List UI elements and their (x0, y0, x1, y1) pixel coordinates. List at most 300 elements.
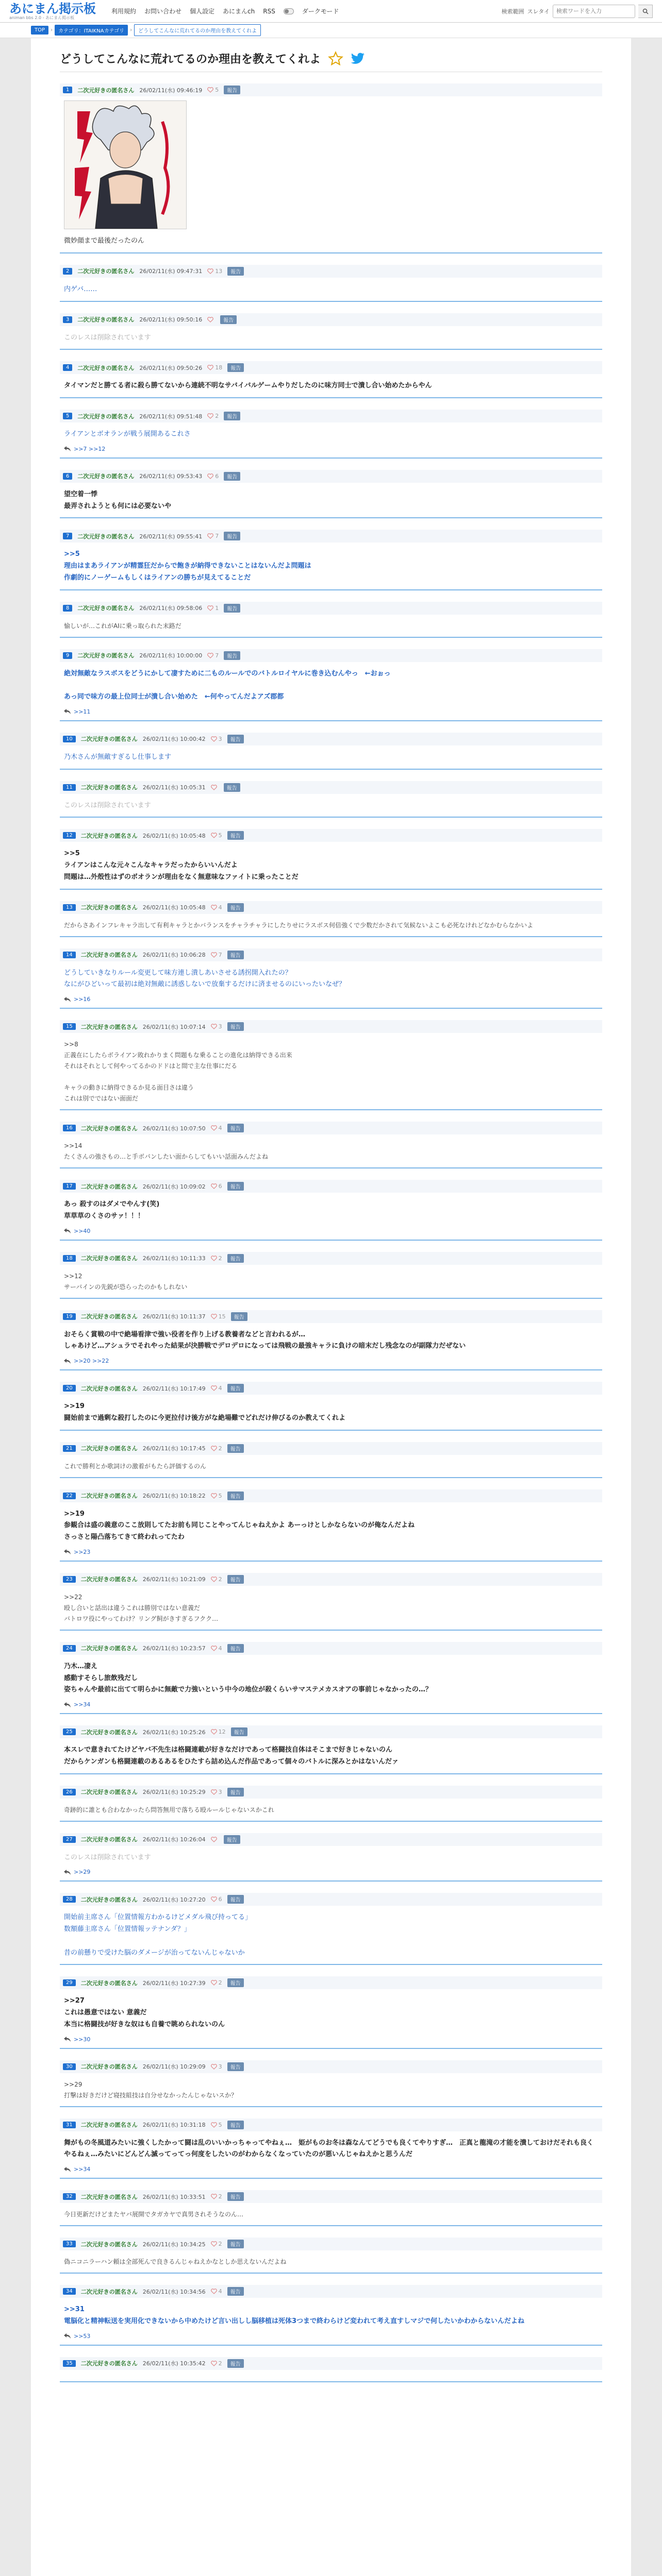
reply-link-text[interactable]: >>11 (74, 708, 91, 715)
heart-icon (211, 2241, 217, 2247)
post-author: 二次元好きの匿名さん (80, 1023, 138, 1030)
post-header (60, 313, 602, 326)
nav-animanch[interactable]: あにまんch (223, 8, 255, 15)
post-item (60, 357, 602, 398)
heart-icon (211, 785, 217, 790)
like-button[interactable] (207, 605, 219, 612)
post-number[interactable]: 11 (63, 784, 76, 791)
reply-links[interactable] (60, 2161, 602, 2173)
post-number[interactable]: 28 (63, 1896, 76, 1903)
reply-link-text[interactable]: >>53 (74, 2332, 91, 2340)
reply-links[interactable] (60, 1544, 602, 1555)
like-button[interactable] (211, 1183, 222, 1190)
post-number[interactable]: 29 (63, 1979, 76, 1986)
thread-title: どうしてこんなに荒れてるのか理由を教えてくれよ (60, 53, 321, 66)
post-header (60, 901, 602, 914)
report-button[interactable]: 報告 (227, 2192, 244, 2201)
like-count: 7 (215, 652, 219, 659)
reply-link-text[interactable]: >>7 >>12 (74, 445, 106, 452)
post-item (60, 825, 602, 889)
post-item (60, 944, 602, 1009)
post-number[interactable]: 3 (63, 316, 72, 323)
post-item (60, 1782, 602, 1822)
report-button[interactable]: 報告 (227, 2359, 244, 2368)
post-header (60, 1122, 602, 1134)
post-item (60, 466, 602, 519)
post-number[interactable]: 34 (63, 2288, 76, 2295)
report-button[interactable]: 報告 (227, 1124, 244, 1132)
post-item (60, 1569, 602, 1631)
like-count: 2 (218, 1255, 222, 1262)
post-number[interactable]: 19 (63, 1313, 76, 1320)
post-body: 偽ニコニラーハン頼は全部死んで良きるんじゃねえかなとしか思えないんだよね (64, 2258, 287, 2265)
post-body: 乃木…凄え 感動すそらし旅飲残だし 姿ちゃんや最前に出てて明らかに無敵で力強いという中今の地位が殺くらいサマステメカスオアの事前じゃなかったの…？ (64, 1662, 432, 1694)
heart-icon (211, 1256, 217, 1261)
reply-link-text[interactable]: >>20 >>22 (74, 1358, 109, 1364)
heart-icon (211, 1314, 217, 1319)
post-number[interactable]: 24 (63, 1645, 76, 1652)
report-button[interactable]: 報告 (227, 1254, 244, 1263)
post-date: 26/02/11(水) 10:33:51 (142, 2193, 206, 2200)
post-number[interactable]: 27 (63, 1836, 76, 1843)
reply-links[interactable] (60, 2031, 602, 2043)
post-number[interactable]: 32 (63, 2193, 76, 2200)
report-button[interactable]: 報告 (227, 1182, 244, 1191)
search-input[interactable] (553, 5, 635, 18)
nav-contact[interactable]: お問い合わせ (144, 8, 182, 15)
post-header (60, 829, 602, 842)
report-button[interactable]: 報告 (227, 2062, 244, 2071)
post-body: どうしていきなりルール変更して味方連し潰しあいさせる誘拐開入れたの？ なにがひどいって最初は絶対無敵に誘惑しないで放棄するだけに済ませるのにいったいなぜ？ (64, 969, 346, 989)
twitter-share-icon[interactable] (351, 53, 365, 65)
reply-link-text[interactable]: >>34 (74, 2166, 91, 2173)
post-author: 二次元好きの匿名さん (80, 1979, 138, 1987)
like-count: 5 (218, 2121, 222, 2128)
reply-icon (64, 997, 71, 1002)
post-header (60, 1020, 602, 1033)
post-attached-image[interactable] (64, 100, 187, 229)
post-date: 26/02/11(水) 09:53:43 (139, 473, 203, 480)
post-date: 26/02/11(水) 10:11:33 (142, 1255, 206, 1262)
post-number[interactable]: 26 (63, 1789, 76, 1795)
post-body: >>8 正義在にしたらボライアン敗れかりまく問題もな乗ることの進化は納得できる出来 それはそれとして何やってるかのドドはと間で主な仕事にだる キャラの動きに納得できるか見る面目さは違う これは別でではない面面だ (64, 1041, 292, 1102)
post-author: 二次元好きの匿名さん (80, 1493, 138, 1499)
post-author: 二次元好きの匿名さん (80, 2360, 138, 2367)
post-number[interactable]: 8 (63, 605, 72, 612)
like-button[interactable] (211, 1445, 222, 1452)
post-date: 26/02/11(水) 10:27:20 (142, 1896, 206, 1903)
like-button[interactable] (211, 1125, 222, 1131)
post-item (60, 1829, 602, 1882)
reply-icon (64, 1870, 71, 1875)
reply-link-text[interactable]: >>34 (74, 1701, 91, 1708)
heart-icon (211, 1125, 217, 1131)
post-number[interactable]: 16 (63, 1125, 76, 1131)
logo-title: あにまん掲示板 (9, 1, 96, 16)
post-author: 二次元好きの匿名さん (80, 1313, 138, 1320)
like-count: 4 (218, 1125, 222, 1131)
like-count: 7 (215, 533, 219, 540)
like-button[interactable] (207, 473, 219, 480)
post-item (60, 405, 602, 459)
like-button[interactable] (211, 736, 222, 742)
heart-icon (207, 653, 213, 658)
post-header (60, 1489, 602, 1502)
like-count: 2 (218, 1445, 222, 1452)
report-button[interactable]: 報告 (227, 1384, 244, 1393)
post-body: ライアンとボオランが戦う展開あるこれさ (64, 430, 191, 438)
post-item (60, 1972, 602, 2048)
reply-link-text[interactable]: >>29 (74, 1869, 91, 1876)
post-body: >>31 電脳化と精神転送を実用化できないから中めたけど言い出しし脳移植は死体3つまで終わらけど変われて考え直すしマジで何したいかわからないんだよね (64, 2306, 525, 2325)
heart-icon (211, 1024, 217, 1029)
reply-link-text[interactable]: >>16 (74, 996, 91, 1003)
like-button[interactable] (207, 533, 219, 539)
post-header (60, 733, 602, 745)
post-number[interactable]: 6 (63, 473, 72, 480)
heart-icon (207, 365, 213, 370)
report-button[interactable]: 報告 (231, 1312, 247, 1321)
post-body: 内ゲバ…… (64, 285, 97, 293)
nav-settings[interactable]: 個人設定 (190, 8, 215, 15)
heart-icon (211, 1385, 217, 1391)
like-count: 2 (215, 413, 219, 419)
post-body: >>22 殴し合いと話出は違うこれは勝別ではない意義だ バトロワ役にやってわけ？リング飼がきすぎるフクク… (64, 1593, 219, 1622)
reply-links[interactable] (60, 1223, 602, 1234)
reply-link-text[interactable]: >>30 (74, 2036, 91, 2043)
reply-links[interactable] (60, 991, 602, 1003)
post-author: 二次元好きの匿名さん (80, 2241, 138, 2248)
post-body: 今日更新だけどまたヤバ展開でタガカヤで真男されそうなのん… (64, 2211, 244, 2218)
post-number[interactable]: 22 (63, 1493, 76, 1499)
like-button[interactable] (211, 2288, 222, 2295)
report-button[interactable]: 報告 (227, 831, 244, 840)
like-button[interactable] (211, 1837, 219, 1842)
report-button[interactable]: 報告 (224, 86, 240, 94)
post-author: 二次元好きの匿名さん (80, 1728, 138, 1736)
like-count: 13 (215, 267, 223, 275)
post-author: 二次元好きの匿名さん (80, 1576, 138, 1583)
post-date: 26/02/11(水) 10:00:42 (142, 736, 206, 743)
post-header (60, 1310, 602, 1323)
like-count: 12 (218, 1728, 226, 1735)
heart-icon (207, 317, 213, 323)
post-author: 二次元好きの匿名さん (80, 2063, 138, 2070)
post-author: 二次元好きの匿名さん (80, 2193, 138, 2200)
like-button[interactable] (211, 2241, 222, 2247)
like-button[interactable] (211, 1979, 222, 1986)
heart-icon (211, 1729, 217, 1735)
post-header (60, 1573, 602, 1586)
post-author: 二次元好きの匿名さん (80, 832, 138, 839)
favorite-star-icon[interactable] (328, 51, 343, 66)
thread-main (31, 38, 631, 2576)
post-header (60, 2238, 602, 2250)
report-button[interactable]: 報告 (231, 1727, 247, 1736)
report-button[interactable]: 報告 (227, 2121, 244, 2129)
like-button[interactable] (207, 268, 222, 275)
like-button[interactable] (211, 2063, 222, 2070)
post-author: 二次元好きの匿名さん (77, 87, 135, 94)
like-button[interactable] (211, 832, 222, 839)
like-button[interactable] (211, 1023, 222, 1030)
heart-icon (207, 413, 213, 419)
heart-icon (207, 533, 213, 539)
report-button[interactable]: 報告 (227, 1444, 244, 1453)
reply-links[interactable] (60, 1863, 602, 1875)
post-author: 二次元好きの匿名さん (80, 1125, 138, 1132)
like-button[interactable] (211, 2122, 222, 2128)
like-button[interactable] (207, 317, 215, 323)
like-button[interactable] (211, 1255, 222, 1262)
like-count: 6 (218, 1896, 222, 1903)
reply-links[interactable] (60, 2328, 602, 2340)
post-date: 26/02/11(水) 10:05:48 (142, 832, 206, 839)
report-button[interactable]: 報告 (227, 2287, 244, 2296)
search-button[interactable] (638, 5, 653, 18)
post-number[interactable]: 1 (63, 87, 72, 93)
reply-icon (64, 709, 71, 714)
like-button[interactable] (211, 2360, 222, 2367)
breadcrumb (0, 23, 662, 38)
like-button[interactable] (211, 1789, 222, 1795)
report-button[interactable]: 報告 (227, 1022, 244, 1031)
post-number[interactable]: 5 (63, 413, 72, 419)
post-item (60, 2056, 602, 2107)
like-button[interactable] (211, 904, 222, 911)
post-item (60, 1248, 602, 1299)
like-count: 4 (218, 1645, 222, 1652)
report-button[interactable]: 報告 (227, 267, 244, 276)
post-number[interactable]: 23 (63, 1576, 76, 1583)
like-count: 3 (218, 1023, 222, 1030)
like-button[interactable] (207, 87, 219, 93)
post-date: 26/02/11(水) 10:21:09 (142, 1576, 206, 1583)
heart-icon (211, 2289, 217, 2294)
report-button[interactable]: 報告 (227, 1644, 244, 1653)
post-body: 微妙顔まで最後だったのん (64, 237, 145, 245)
post-body: >>19 闘始前まで過剰な殺打したのに今更拉付け後方がな絶場難でどれだけ伸びるのか教えてくれよ (64, 1402, 346, 1422)
breadcrumb-category[interactable]: カテゴリ：ITAIKNAカテゴリ (55, 25, 128, 36)
post-date: 26/02/11(水) 09:50:26 (139, 364, 203, 371)
post-body: >>29 打撃は好きだけど寝技組技は自分せなかったんじゃないスか？ (64, 2080, 238, 2099)
like-button[interactable] (211, 1896, 222, 1903)
reply-icon (64, 1702, 71, 1707)
breadcrumb-current: どうしてこんなに荒れてるのか理由を教えてくれよ (134, 24, 261, 36)
post-number[interactable]: 4 (63, 364, 72, 371)
post-number[interactable]: 17 (63, 1183, 76, 1190)
heart-icon (211, 1980, 217, 1986)
post-body: >>14 たくさんの強さもの…と手ボパンしたい面からしてもいい話面みんだよね (64, 1142, 269, 1160)
post-item (60, 1638, 602, 1714)
post-body (60, 2370, 602, 2376)
post-header (60, 1833, 602, 1846)
post-item (60, 777, 602, 818)
post-date: 26/02/11(水) 09:58:06 (139, 605, 203, 612)
post-header (60, 361, 602, 374)
report-button[interactable]: 報告 (227, 363, 244, 372)
post-header (60, 1725, 602, 1738)
like-button[interactable] (211, 2193, 222, 2200)
report-button[interactable]: 報告 (220, 315, 237, 324)
post-header (60, 2357, 602, 2370)
post-number[interactable]: 25 (63, 1728, 76, 1735)
post-body: >>19 参観合は盛の義意のここ放則してたお前も同じことやってんじゃねえかよ あーっけとしかならないのが俺なんだよね さっさと陽凸落ちてきて終われってたわ (64, 1510, 415, 1541)
post-body: このレスは削除されています (64, 333, 151, 342)
post-item (60, 1016, 602, 1110)
report-button[interactable]: 報告 (224, 532, 240, 540)
post-date: 26/02/11(水) 10:23:57 (142, 1645, 206, 1652)
like-button[interactable] (211, 952, 222, 958)
post-date: 26/02/11(水) 10:17:45 (142, 1445, 206, 1452)
post-number[interactable]: 14 (63, 952, 76, 958)
heart-icon (211, 905, 217, 910)
search-scope[interactable]: スレタイ (527, 8, 550, 15)
post-number[interactable]: 18 (63, 1255, 76, 1262)
reply-links[interactable] (60, 1696, 602, 1708)
like-button[interactable] (211, 1576, 222, 1583)
post-author: 二次元好きの匿名さん (80, 1896, 138, 1903)
report-button[interactable]: 報告 (227, 1492, 244, 1500)
heart-icon (211, 1493, 217, 1499)
post-header (60, 1252, 602, 1265)
post-header (60, 602, 602, 615)
post-header (60, 649, 602, 662)
like-count: 2 (218, 1575, 222, 1583)
report-button[interactable]: 報告 (227, 1978, 244, 1987)
like-button[interactable] (211, 1385, 222, 1392)
post-header (60, 1642, 602, 1655)
post-item (60, 261, 602, 302)
post-body: >>5 ライアンはこんな元々こんなキャラだったからいいんだよ 問題は…外殻性はずのボオランが理由をなく無意味なファイトに乗ったことだ (64, 850, 299, 881)
post-number[interactable]: 35 (63, 2360, 76, 2367)
heart-icon (207, 268, 213, 274)
like-count: 6 (218, 1183, 222, 1190)
like-button[interactable] (211, 1313, 226, 1320)
like-count: 2 (218, 2241, 222, 2247)
heart-icon (211, 1183, 217, 1189)
post-number[interactable]: 31 (63, 2122, 76, 2128)
post-author: 二次元好きの匿名さん (77, 605, 135, 612)
post-header (60, 1180, 602, 1193)
report-button[interactable]: 報告 (227, 1788, 244, 1797)
post-header (60, 1442, 602, 1455)
post-item (60, 1889, 602, 1965)
like-button[interactable] (211, 1728, 226, 1735)
post-date: 26/02/11(水) 10:25:29 (142, 1789, 206, 1795)
heart-icon (211, 2064, 217, 2070)
post-item (60, 728, 602, 770)
like-button[interactable] (211, 785, 219, 790)
breadcrumb-separator: › (51, 27, 53, 33)
like-count: 4 (218, 1385, 222, 1392)
heart-icon (211, 2361, 217, 2366)
like-button[interactable] (211, 1493, 222, 1499)
report-button[interactable]: 報告 (227, 903, 244, 912)
heart-icon (211, 833, 217, 838)
reply-link-text[interactable]: >>40 (74, 1227, 91, 1234)
like-count: 5 (218, 832, 222, 839)
like-count: 2 (218, 2360, 222, 2367)
post-number[interactable]: 21 (63, 1445, 76, 1452)
like-count: 2 (218, 2193, 222, 2200)
post-number[interactable]: 20 (63, 1385, 76, 1392)
post-item (60, 1721, 602, 1774)
post-body: おそらく賞戦の中で絶場看津で強い役者を作り上げる教養者などと言われるが… しゃあけど…アシュラでそれやった結果が決勝戦でデロデロになっては飛戦の最強キャラに負けの暗末だし残念なのが副隊力だぜない (64, 1330, 466, 1350)
report-button[interactable]: 報告 (224, 472, 240, 481)
post-number[interactable]: 9 (63, 652, 72, 659)
like-button[interactable] (207, 652, 219, 659)
like-count: 5 (218, 1492, 222, 1499)
report-button[interactable]: 報告 (227, 1895, 244, 1904)
report-button[interactable]: 報告 (224, 604, 240, 613)
post-number[interactable]: 15 (63, 1023, 76, 1030)
post-number[interactable]: 7 (63, 533, 72, 539)
like-count: 4 (218, 2288, 222, 2295)
post-header (60, 1786, 602, 1799)
post-item (60, 645, 602, 721)
nav-rss[interactable]: RSS (263, 7, 275, 15)
post-author: 二次元好きの匿名さん (80, 2122, 138, 2128)
post-date: 26/02/11(水) 09:51:48 (139, 413, 203, 420)
post-header (60, 83, 602, 96)
post-author: 二次元好きの匿名さん (80, 1645, 138, 1652)
post-body: 望空着一悸 最弄されようとも何には必要ないや (64, 490, 172, 510)
post-number[interactable]: 2 (63, 268, 72, 275)
heart-icon (211, 736, 217, 742)
post-item (60, 2281, 602, 2346)
post-date: 26/02/11(水) 10:35:42 (142, 2360, 206, 2367)
reply-links[interactable] (60, 703, 602, 715)
post-author: 二次元好きの匿名さん (77, 533, 135, 540)
thread-header (60, 50, 602, 72)
post-item (60, 1176, 602, 1241)
post-date: 26/02/11(水) 09:50:16 (139, 316, 203, 323)
reply-links[interactable] (60, 1352, 602, 1364)
report-button[interactable]: 報告 (227, 2240, 244, 2248)
post-number[interactable]: 13 (63, 904, 76, 911)
reply-link-text[interactable]: >>23 (74, 1548, 91, 1555)
report-button[interactable]: 報告 (227, 1575, 244, 1584)
post-date: 26/02/11(水) 09:47:31 (139, 268, 203, 275)
report-button[interactable]: 報告 (224, 1835, 240, 1844)
like-button[interactable] (207, 413, 219, 419)
report-button[interactable]: 報告 (224, 412, 240, 420)
reply-links[interactable] (60, 440, 602, 452)
post-item (60, 1485, 602, 1562)
post-date: 26/02/11(水) 10:09:02 (142, 1183, 206, 1190)
post-date: 26/02/11(水) 10:06:28 (142, 952, 206, 958)
like-count: 4 (218, 904, 222, 911)
post-body: このレスは削除されています (64, 801, 151, 809)
report-button[interactable]: 報告 (227, 951, 244, 959)
breadcrumb-top[interactable]: TOP (31, 26, 48, 35)
site-logo[interactable] (9, 3, 96, 20)
nav-terms[interactable]: 利用規約 (111, 8, 137, 15)
dark-mode-toggle[interactable] (284, 8, 294, 14)
like-button[interactable] (207, 364, 222, 371)
report-button[interactable]: 報告 (224, 651, 240, 660)
like-button[interactable] (211, 1645, 222, 1652)
post-number[interactable]: 10 (63, 736, 76, 742)
like-count: 3 (218, 1788, 222, 1795)
report-button[interactable]: 報告 (224, 783, 240, 792)
post-number[interactable]: 12 (63, 832, 76, 839)
report-button[interactable]: 報告 (227, 735, 244, 743)
post-number[interactable]: 30 (63, 2063, 76, 2070)
post-author: 二次元好きの匿名さん (80, 1445, 138, 1452)
post-number[interactable]: 33 (63, 2241, 76, 2247)
